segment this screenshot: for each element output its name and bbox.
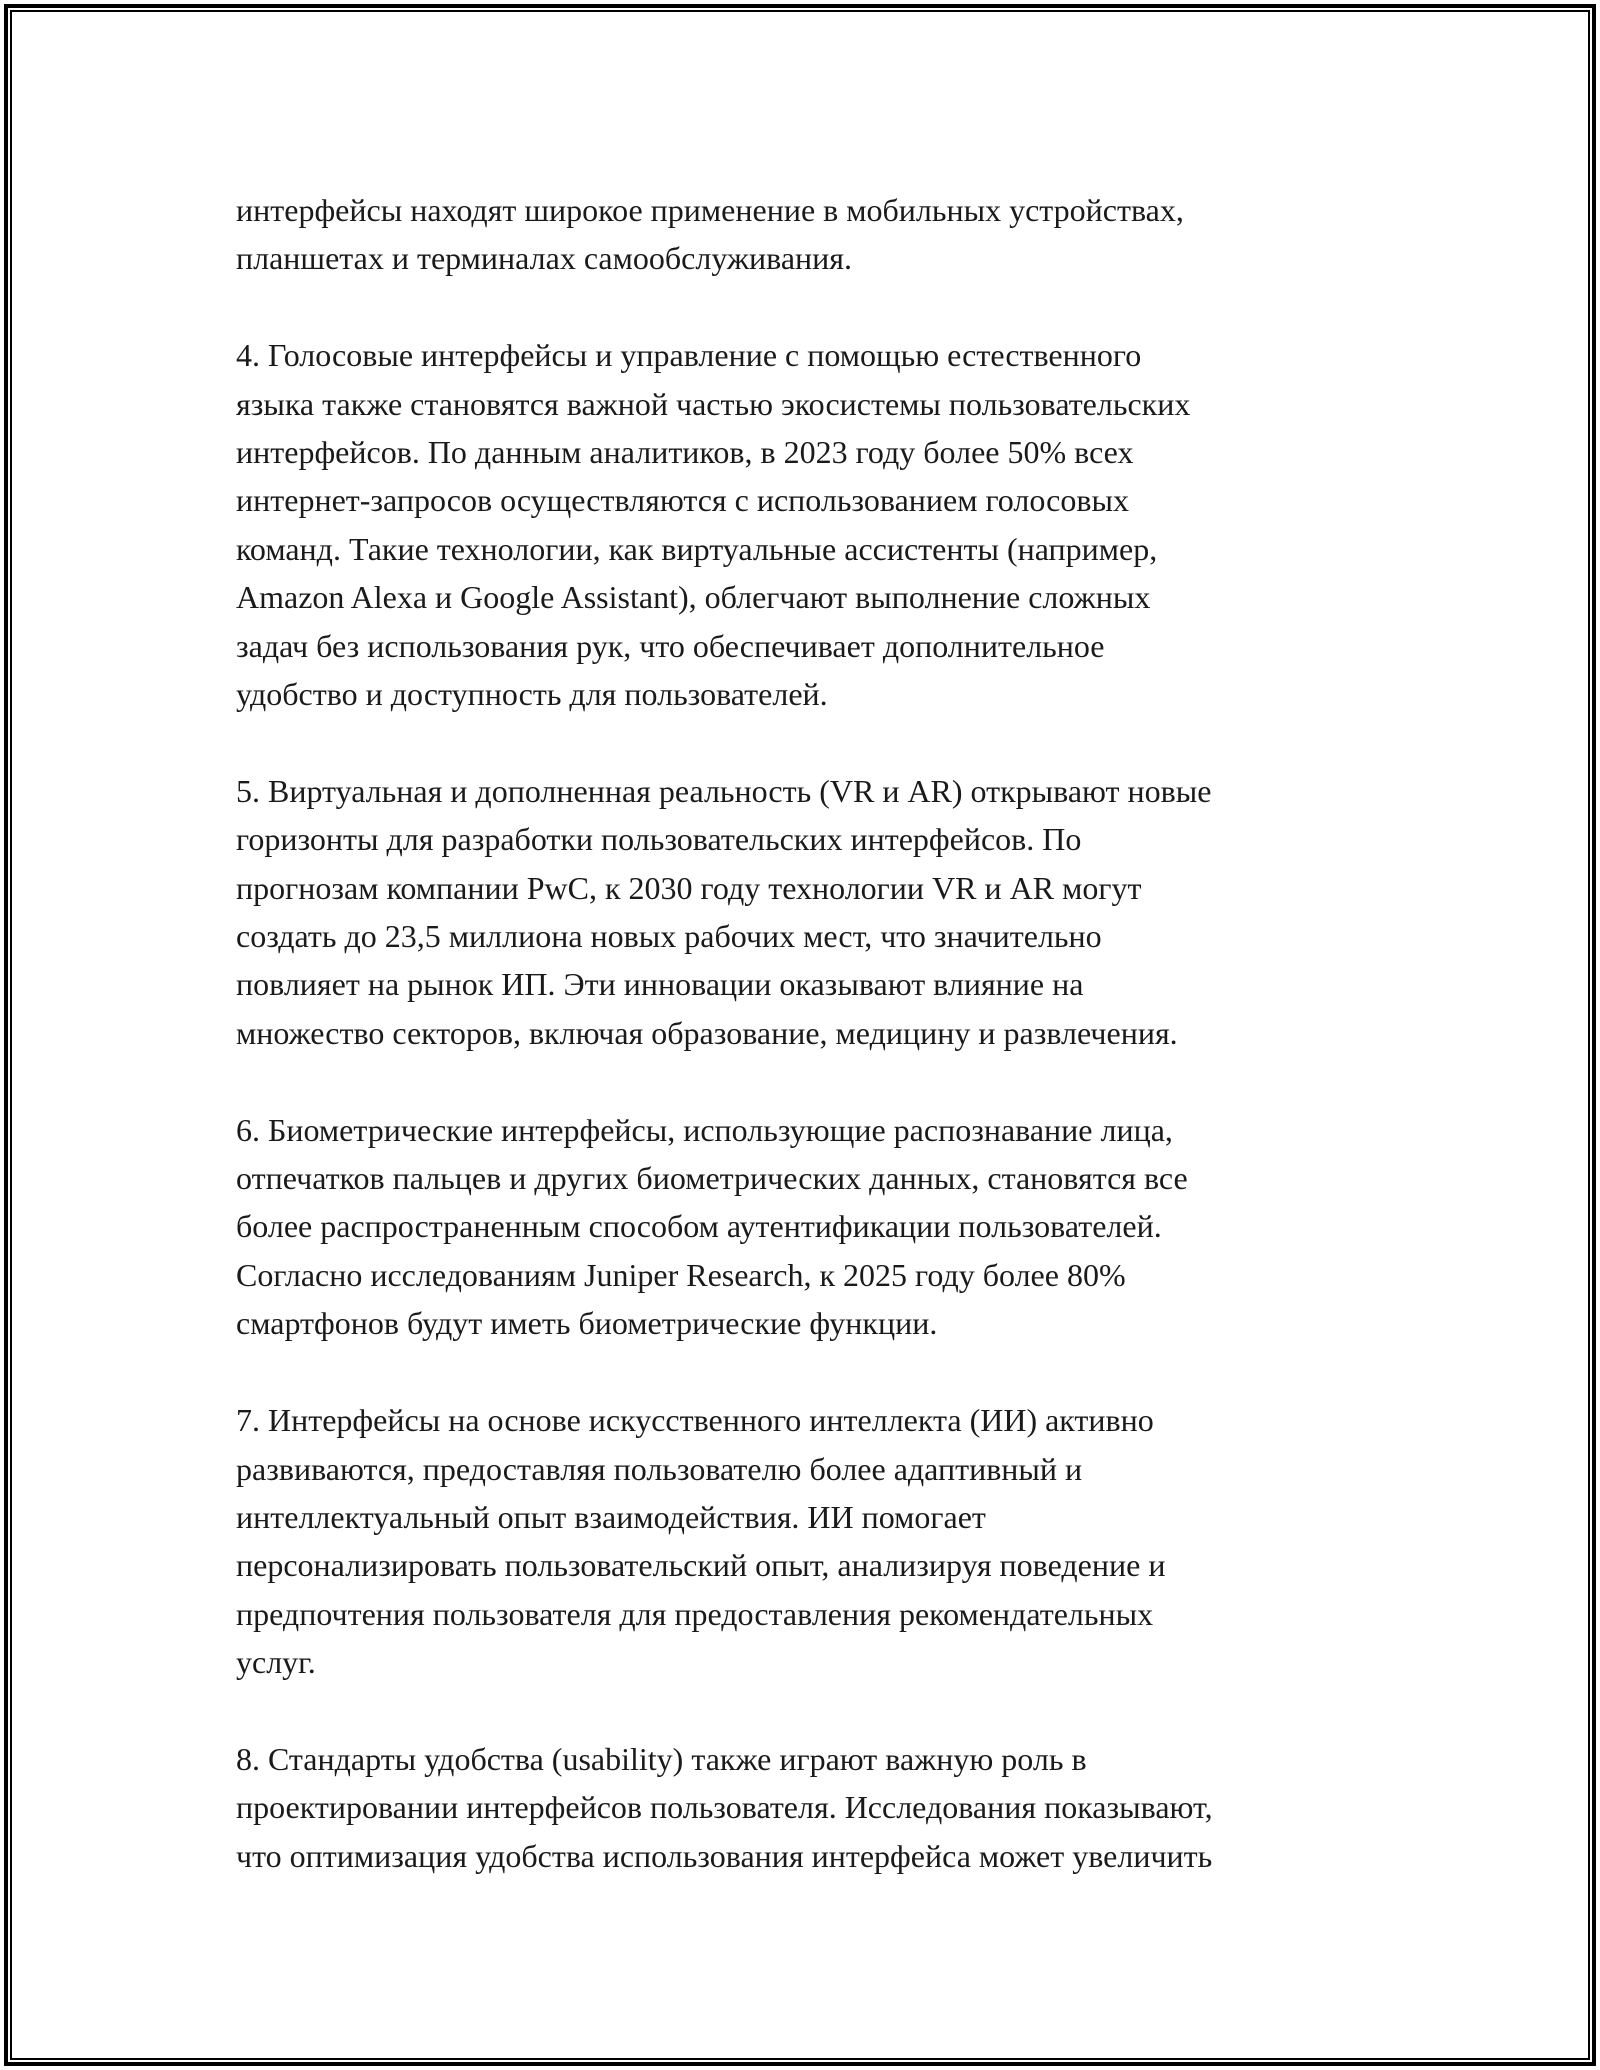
document-body	[236, 186, 1386, 1929]
paragraph-item-4: 4. Голосовые интерфейсы и управление с помощью естественного языка также становятся важной частью экосистемы пользовательских интерфейсов. По данным аналитиков, в 2023 году более 50% всех интернет-запросов осуществляются с использованием голосовых команд. Такие технологии, как виртуальные ассистенты (например, Amazon Alexa и Google Assistant), облегчают выполнение сложных задач без использования рук, что обеспечивает дополнительное удобство и доступность для пользователей.	[236, 337, 1191, 713]
paragraph-item-6: 6. Биометрические интерфейсы, использующие распознавание лица, отпечатков пальцев и других биометрических данных, становятся все более распространенным способом аутентификации пользователей. Согласно исследованиям Juniper Research, к 2025 году более 80% смартфонов будут иметь биометрические функции.	[236, 1111, 1188, 1342]
paragraph-item-5: 5. Виртуальная и дополненная реальность (VR и AR) открывают новые горизонты для разработки пользовательских интерфейсов. По прогнозам компании PwC, к 2030 году технологии VR и AR могут создать до 23,5 миллиона новых рабочих мест, что значительно повлияет на рынок ИП. Эти инновации оказывают влияние на множество секторов, включая образование, медицину и развлечения.	[236, 772, 1212, 1051]
paragraph-item-8: 8. Стандарты удобства (usability) также играют важную роль в проектировании интерфейсов пользователя. Исследования показывают, что оптимизация удобства использования интерфейса может увеличить	[236, 1740, 1213, 1874]
paragraph-continuation: интерфейсы находят широкое применение в мобильных устройствах, планшетах и терминалах самообслуживания.	[236, 192, 1184, 277]
paragraph-item-7: 7. Интерфейсы на основе искусственного интеллекта (ИИ) активно развиваются, предоставляя пользователю более адаптивный и интеллектуальный опыт взаимодействия. ИИ помогает персонализировать пользовательский опыт, анализируя поведение и предпочтения пользователя для предоставления рекомендательных услуг.	[236, 1402, 1166, 1681]
